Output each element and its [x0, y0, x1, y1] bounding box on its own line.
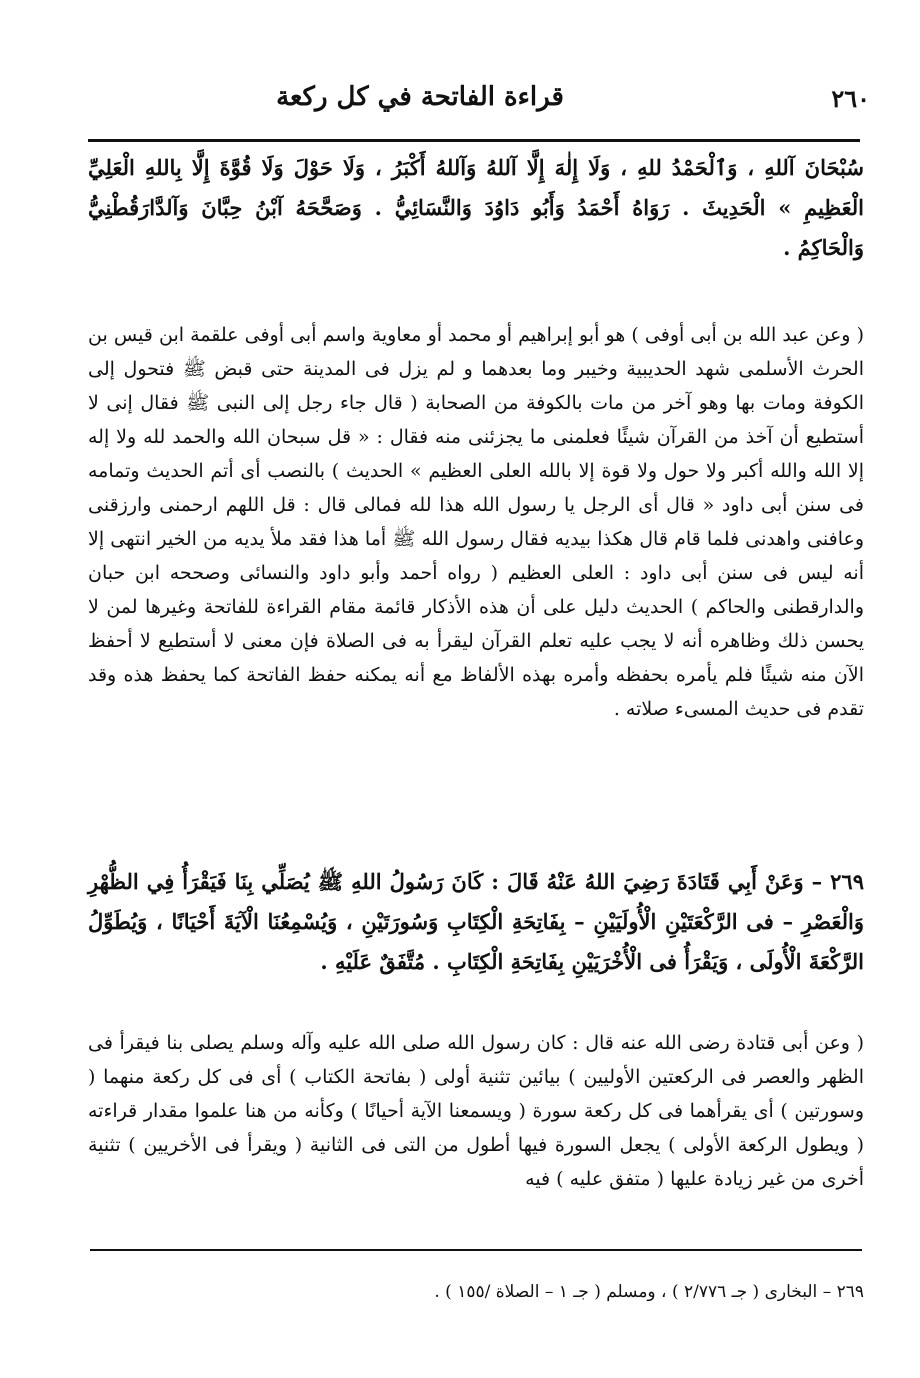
hadith-text-1	[88, 148, 864, 268]
header-rule	[88, 139, 860, 142]
hadith-paragraph: ٢٦٩ – وَعَنْ أَبِي قَتَادَةَ رَضِيَ اللهُ عَنْهُ قَالَ : كَانَ رَسُولُ اللهِ ﷺ يُصَلِّي بِنَا فَيَقْرَأُ فِي الظُّهْرِ وَالْعَصْرِ – فى الرَّكْعَتَيْنِ الْأُولَيَيْنِ – بِفَاتِحَةِ الْكِتَابِ وَسُورَتَيْنِ ، وَيُسْمِعُنَا الْآيَةَ أَحْيَانًا ، وَيُطَوِّلُ الرَّكْعَةَ الْأُولَى ، وَيَقْرَأُ فى الْأُخْرَيَيْنِ بِفَاتِحَةِ الْكِتَابِ . مُتَّفَقٌ عَلَيْهِ .	[88, 869, 864, 974]
commentary-text-1	[88, 318, 864, 726]
footnote-rule	[90, 1249, 862, 1251]
commentary-paragraph: ( وعن أبى قتادة رضى الله عنه قال : كان رسول الله صلى الله عليه وآله وسلم يصلى بنا فيقرأ فى الظهر والعصر فى الركعتين الأوليين ) بيائين تثنية أولى ( بفاتحة الكتاب ) أى فى كل ركعة منهما ( وسورتين ) أى يقرأهما فى كل ركعة سورة ( ويسمعنا الآية أحيانًا ) وكأنه من هنا علموا مقدار قراءته ( ويطول الركعة الأولى ) يجعل السورة فيها أطول من التى فى الثانية ( ويقرأ فى الأخريين ) تثنية أخرى من غير زيادة عليها ( متفق عليه ) فيه	[88, 1032, 864, 1190]
commentary-paragraph: ( وعن عبد الله بن أبى أوفى ) هو أبو إبراهيم أو محمد أو معاوية واسم أبى أوفى علقمة ابن قيس بن الحرث الأسلمى شهد الحديبية وخيبر وما بعدهما و لم يزل فى المدينة حتى قبض ﷺ فتحول إلى الكوفة ومات بها وهو آخر من مات بالكوفة من الصحابة ( قال جاء رجل إلى النبى ﷺ فقال إنى لا أستطيع أن آخذ من القرآن شيئًا فعلمنى ما يجزئنى منه فقال : « قل سبحان الله والحمد لله ولا إله إلا الله والله أكبر ولا حول ولا قوة إلا بالله العلى العظيم » الحديث ) بالنصب أى أتم الحديث وتمامه فى سنن أبى داود « قال أى الرجل يا رسول الله هذا لله فمالى قال : قل اللهم ارحمنى وارزقنى وعافنى واهدنى فلما قام قال هكذا بيديه فقال رسول الله ﷺ أما هذا فقد ملأ يديه من الخير انتهى إلا أنه ليس فى سنن أبى داود : العلى العظيم ( رواه أحمد وأبو داود والنسائى وصححه ابن حبان والدارقطنى والحاكم ) الحديث دليل على أن هذه الأذكار قائمة مقام القراءة للفاتحة وغيرها لمن لا يحسن ذلك وظاهره أنه لا يجب عليه تعلم القرآن ليقرأ به فى الصلاة فإن معنى لا أستطيع لا أحفظ الآن منه شيئًا فلم يأمره بحفظه وأمره بهذه الألفاظ مع أنه يمكنه حفظ الفاتحة كما يحفظ هذه وقد تقدم فى حديث المسىء صلاته .	[88, 324, 864, 720]
hadith-paragraph: سُبْحَانَ آللهِ ، وَٱلْحَمْدُ للهِ ، وَلَا إِلٰهَ إِلَّا آللهُ وَآللهُ أَكْبَرُ ، وَلَا حَوْلَ وَلَا قُوَّةَ إِلَّا بِاللهِ الْعَلِيِّ الْعَظِيمِ » الْحَدِيثَ . رَوَاهُ أَحْمَدُ وَأَبُو دَاوُدَ وَالنَّسَائِيُّ . وَصَحَّحَهُ آبْنُ حِبَّانَ وَآلدَّارَقُطْنِيُّ وَالْحَاكِمُ .	[88, 155, 864, 260]
page-number: ٢٦٠	[831, 84, 870, 113]
running-title: قراءة الفاتحة في كل ركعة	[276, 82, 564, 112]
commentary-text-2	[88, 1026, 864, 1196]
footnote: ٢٦٩ – البخارى ( جـ ٢/٧٧٦ ) ، ومسلم ( جـ ١ – الصلاة /١٥٥ ) .	[434, 1282, 864, 1302]
page-header	[90, 80, 870, 120]
hadith-text-2	[88, 862, 864, 982]
